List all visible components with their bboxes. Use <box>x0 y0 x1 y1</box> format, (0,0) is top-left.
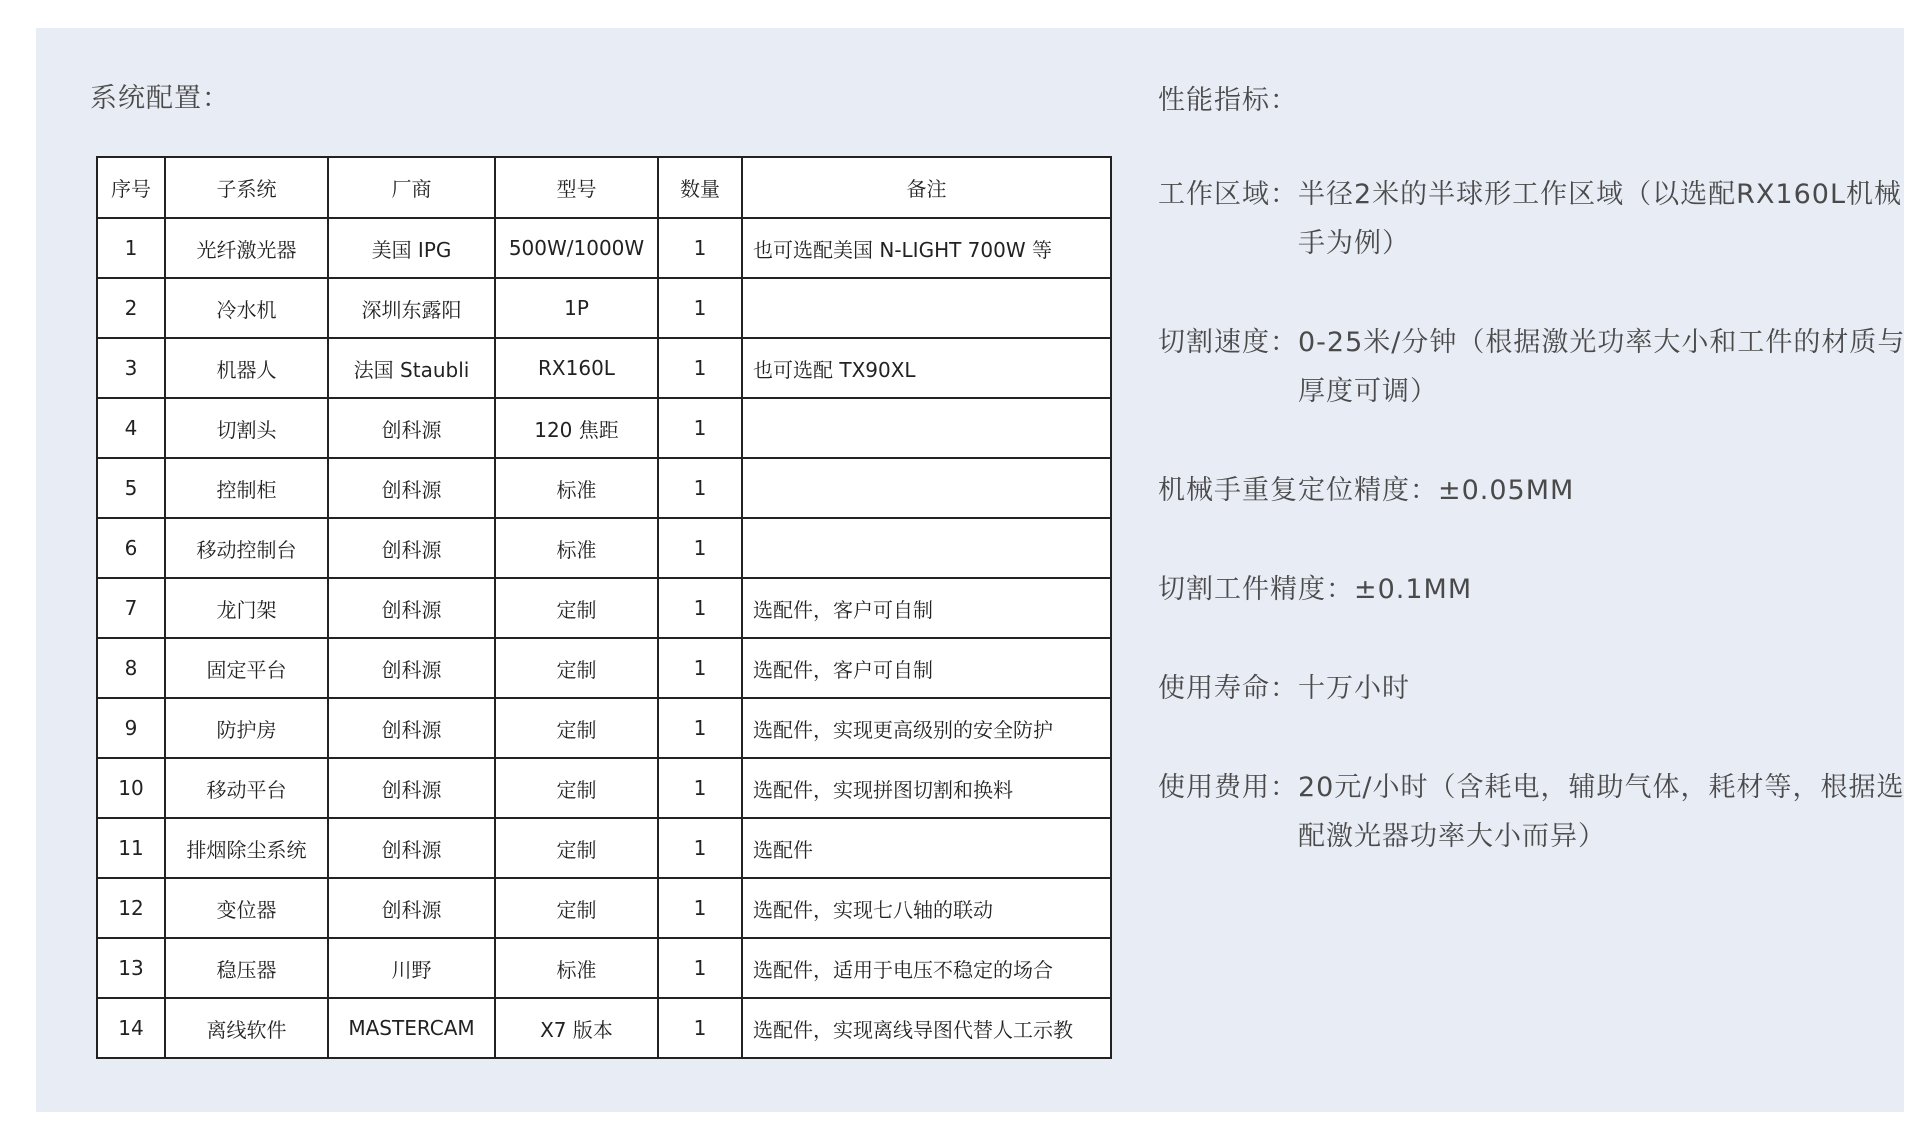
header-model: 型号 <box>495 157 658 218</box>
metric-value: 20元/小时（含耗电，辅助气体，耗材等，根据选配激光器功率大小而异） <box>1298 772 1905 852</box>
cell-quantity: 1 <box>658 938 742 998</box>
cell-vendor: MASTERCAM <box>328 998 495 1058</box>
cell-vendor: 创科源 <box>328 878 495 938</box>
cell-index: 2 <box>97 278 165 338</box>
cell-quantity: 1 <box>658 218 742 278</box>
cell-quantity: 1 <box>658 518 742 578</box>
cell-vendor: 创科源 <box>328 578 495 638</box>
cell-quantity: 1 <box>658 578 742 638</box>
metric-label: 机械手重复定位精度： <box>1158 475 1438 506</box>
metric-label: 工作区域： <box>1158 179 1298 210</box>
metric-value: 十万小时 <box>1298 673 1410 704</box>
metric-value: ±0.05MM <box>1438 475 1575 506</box>
cell-index: 7 <box>97 578 165 638</box>
metric-item <box>1158 318 1918 416</box>
cell-vendor: 创科源 <box>328 518 495 578</box>
cell-model: 标准 <box>495 458 658 518</box>
cell-quantity: 1 <box>658 398 742 458</box>
table-row <box>97 278 1111 338</box>
cell-remarks <box>742 398 1111 458</box>
cell-model: 定制 <box>495 758 658 818</box>
cell-remarks: 选配件，实现离线导图代替人工示教 <box>742 998 1111 1058</box>
cell-model: 定制 <box>495 638 658 698</box>
header-vendor: 厂商 <box>328 157 495 218</box>
cell-remarks: 也可选配美国 N-LIGHT 700W 等 <box>742 218 1111 278</box>
table-row <box>97 878 1111 938</box>
cell-vendor: 创科源 <box>328 698 495 758</box>
cell-subsystem: 固定平台 <box>165 638 328 698</box>
cell-quantity: 1 <box>658 338 742 398</box>
cell-index: 6 <box>97 518 165 578</box>
cell-model: 1P <box>495 278 658 338</box>
cell-index: 9 <box>97 698 165 758</box>
metric-label: 使用费用： <box>1158 772 1298 803</box>
content-panel <box>36 28 1904 1112</box>
metrics-list <box>1158 170 1918 911</box>
cell-index: 5 <box>97 458 165 518</box>
table-row <box>97 578 1111 638</box>
cell-quantity: 1 <box>658 818 742 878</box>
cell-index: 8 <box>97 638 165 698</box>
metric-item <box>1158 664 1918 713</box>
cell-index: 3 <box>97 338 165 398</box>
metric-label: 切割速度： <box>1158 327 1298 358</box>
cell-model: 标准 <box>495 518 658 578</box>
cell-model: 标准 <box>495 938 658 998</box>
table-row <box>97 398 1111 458</box>
cell-vendor: 创科源 <box>328 758 495 818</box>
cell-index: 14 <box>97 998 165 1058</box>
cell-subsystem: 光纤激光器 <box>165 218 328 278</box>
cell-remarks: 选配件 <box>742 818 1111 878</box>
table-row <box>97 518 1111 578</box>
cell-remarks: 选配件，实现更高级别的安全防护 <box>742 698 1111 758</box>
cell-vendor: 深圳东露阳 <box>328 278 495 338</box>
cell-remarks: 选配件，客户可自制 <box>742 578 1111 638</box>
cell-quantity: 1 <box>658 878 742 938</box>
config-table <box>96 156 1112 1059</box>
table-row <box>97 758 1111 818</box>
cell-subsystem: 机器人 <box>165 338 328 398</box>
cell-remarks <box>742 278 1111 338</box>
cell-model: X7 版本 <box>495 998 658 1058</box>
metric-value: ±0.1MM <box>1354 574 1473 605</box>
table-row <box>97 698 1111 758</box>
cell-vendor: 美国 IPG <box>328 218 495 278</box>
cell-remarks <box>742 458 1111 518</box>
metric-label: 使用寿命： <box>1158 673 1298 704</box>
cell-quantity: 1 <box>658 458 742 518</box>
cell-model: 120 焦距 <box>495 398 658 458</box>
table-row <box>97 218 1111 278</box>
cell-index: 1 <box>97 218 165 278</box>
cell-quantity: 1 <box>658 998 742 1058</box>
cell-subsystem: 离线软件 <box>165 998 328 1058</box>
cell-remarks: 选配件，实现拼图切割和换料 <box>742 758 1111 818</box>
metric-item <box>1158 466 1918 515</box>
cell-quantity: 1 <box>658 698 742 758</box>
cell-vendor: 创科源 <box>328 398 495 458</box>
header-index: 序号 <box>97 157 165 218</box>
cell-index: 4 <box>97 398 165 458</box>
cell-vendor: 川野 <box>328 938 495 998</box>
header-subsystem: 子系统 <box>165 157 328 218</box>
cell-subsystem: 移动控制台 <box>165 518 328 578</box>
metric-value: 0-25米/分钟（根据激光功率大小和工件的材质与厚度可调） <box>1298 327 1906 407</box>
cell-subsystem: 龙门架 <box>165 578 328 638</box>
cell-subsystem: 移动平台 <box>165 758 328 818</box>
cell-index: 11 <box>97 818 165 878</box>
table-row <box>97 638 1111 698</box>
cell-remarks: 选配件，实现七八轴的联动 <box>742 878 1111 938</box>
cell-quantity: 1 <box>658 758 742 818</box>
metric-value: 半径2米的半球形工作区域（以选配RX160L机械手为例） <box>1298 179 1903 259</box>
cell-subsystem: 切割头 <box>165 398 328 458</box>
cell-remarks: 也可选配 TX90XL <box>742 338 1111 398</box>
cell-vendor: 创科源 <box>328 638 495 698</box>
table-row <box>97 818 1111 878</box>
cell-model: 定制 <box>495 878 658 938</box>
cell-model: 定制 <box>495 818 658 878</box>
cell-model: 定制 <box>495 578 658 638</box>
system-config-heading: 系统配置： <box>90 83 230 114</box>
cell-vendor: 创科源 <box>328 818 495 878</box>
cell-index: 13 <box>97 938 165 998</box>
table-row <box>97 338 1111 398</box>
table-row <box>97 938 1111 998</box>
header-remarks: 备注 <box>742 157 1111 218</box>
cell-model: 500W/1000W <box>495 218 658 278</box>
performance-heading: 性能指标： <box>1158 85 1298 116</box>
cell-remarks: 选配件，客户可自制 <box>742 638 1111 698</box>
cell-remarks <box>742 518 1111 578</box>
cell-subsystem: 防护房 <box>165 698 328 758</box>
cell-vendor: 法国 Staubli <box>328 338 495 398</box>
metric-item <box>1158 763 1918 861</box>
cell-remarks: 选配件，适用于电压不稳定的场合 <box>742 938 1111 998</box>
metric-item <box>1158 170 1918 268</box>
table-header-row <box>97 157 1111 218</box>
cell-quantity: 1 <box>658 278 742 338</box>
header-quantity: 数量 <box>658 157 742 218</box>
cell-subsystem: 稳压器 <box>165 938 328 998</box>
metric-item <box>1158 565 1918 614</box>
cell-subsystem: 排烟除尘系统 <box>165 818 328 878</box>
cell-model: RX160L <box>495 338 658 398</box>
cell-vendor: 创科源 <box>328 458 495 518</box>
cell-index: 12 <box>97 878 165 938</box>
cell-index: 10 <box>97 758 165 818</box>
table-row <box>97 458 1111 518</box>
cell-subsystem: 冷水机 <box>165 278 328 338</box>
cell-model: 定制 <box>495 698 658 758</box>
metric-label: 切割工件精度： <box>1158 574 1354 605</box>
cell-quantity: 1 <box>658 638 742 698</box>
table-row <box>97 998 1111 1058</box>
cell-subsystem: 控制柜 <box>165 458 328 518</box>
cell-subsystem: 变位器 <box>165 878 328 938</box>
